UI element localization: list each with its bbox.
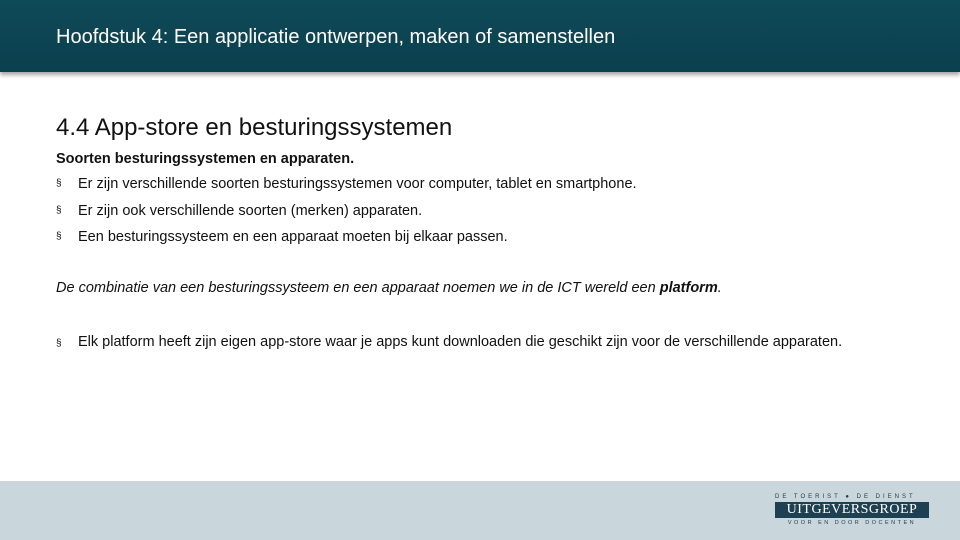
platform-statement — [56, 280, 722, 296]
bullet-text: Elk platform heeft zijn eigen app-store waar je apps kunt downloaden die geschikt zijn voor de verschillende apparaten. — [78, 334, 843, 350]
bullet-text: Er zijn ook verschillende soorten (merken) apparaten. — [78, 202, 423, 219]
chapter-title: Hoofdstuk 4: Een applicatie ontwerpen, maken of samenstellen — [56, 26, 616, 48]
title-bar — [0, 0, 960, 72]
bullet-icon: § — [56, 204, 62, 216]
bullet-text: Een besturingssysteem en een apparaat moeten bij elkaar passen. — [78, 229, 508, 245]
bullet-item — [56, 176, 637, 203]
platform-term: platform — [659, 280, 718, 296]
bullet-list — [56, 176, 637, 256]
bullet-icon: § — [56, 338, 62, 349]
logo-top-text: DE TOERIST ● DE DIENST — [775, 494, 916, 500]
subheading: Soorten besturingssystemen en apparaten. — [56, 151, 355, 167]
bullet-text: Er zijn verschillende soorten besturingssystemen voor computer, tablet en smartphone. — [78, 176, 637, 192]
logo-bottom-text: VOOR EN DOOR DOCENTEN — [787, 520, 917, 526]
bullet-icon: § — [56, 178, 62, 189]
bullet-icon: § — [56, 231, 62, 242]
section-title: 4.4 App-store en besturingssystemen — [56, 114, 453, 141]
logo-main-text: UITGEVERSGROEP — [775, 502, 929, 518]
statement-text: De combinatie van een besturingssysteem en een apparaat noemen we in de ICT wereld een — [56, 280, 660, 296]
bullet-item — [56, 229, 637, 256]
statement-end: . — [717, 280, 722, 296]
publisher-logo — [775, 494, 929, 528]
bullet-item — [56, 203, 637, 230]
app-store-bullet — [56, 331, 886, 353]
